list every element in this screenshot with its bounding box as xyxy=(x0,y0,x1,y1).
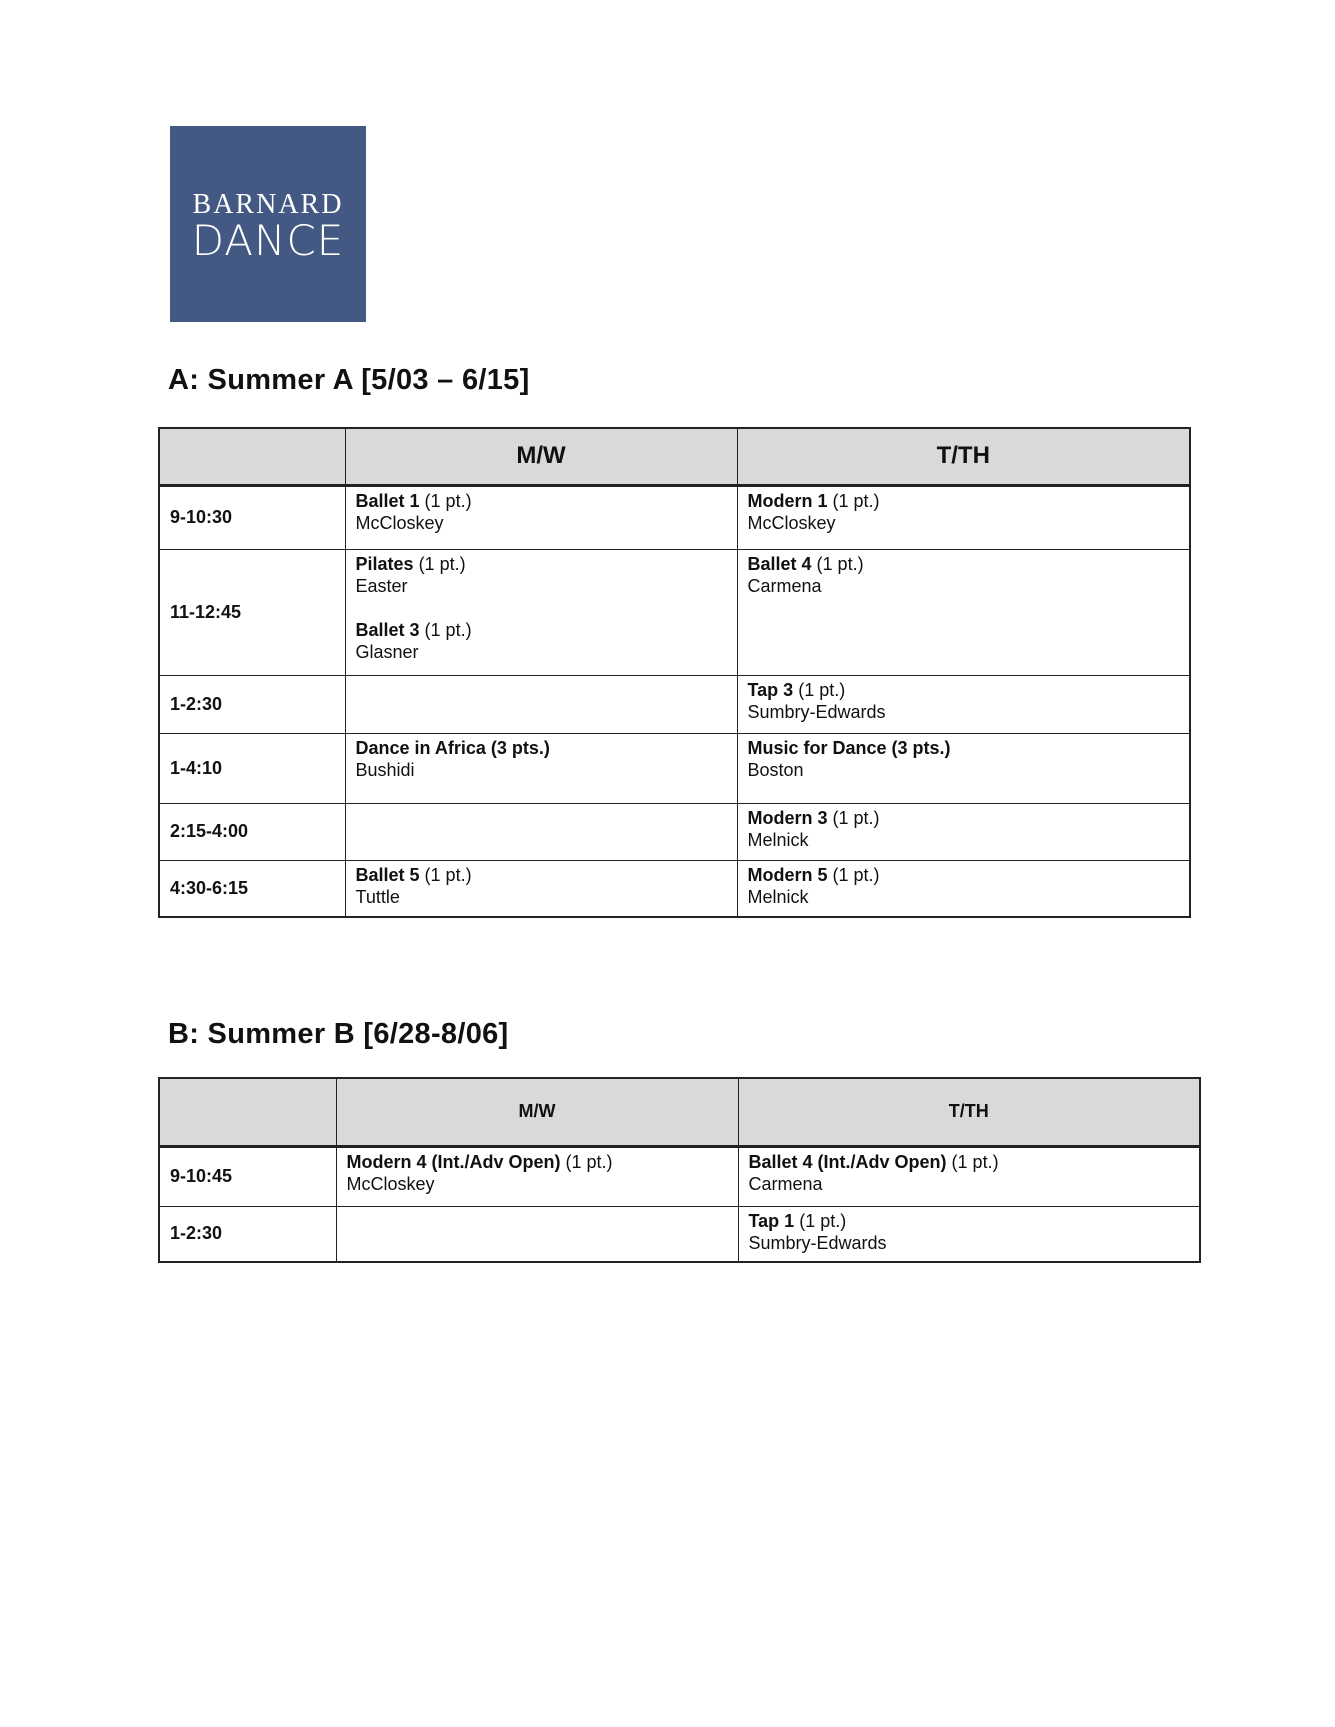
header-tth: T/TH xyxy=(738,1078,1200,1146)
barnard-dance-logo xyxy=(170,126,366,322)
summer-a-schedule-table xyxy=(158,427,1191,918)
section-b-title: B: Summer B [6/28-8/06] xyxy=(168,1018,509,1050)
course-instructor: Carmena xyxy=(747,575,822,596)
cell-mw xyxy=(336,1206,738,1262)
table-row xyxy=(159,549,1190,675)
course-points: (1 pt.) xyxy=(418,553,466,574)
time-slot: 1-2:30 xyxy=(159,675,345,733)
header-tth: T/TH xyxy=(737,428,1190,485)
course-entry xyxy=(356,737,727,781)
course-instructor: Melnick xyxy=(747,829,809,850)
course-points: (1 pt.) xyxy=(816,553,864,574)
cell-mw xyxy=(345,549,737,675)
course-entry xyxy=(356,490,727,534)
course-name: Ballet 4 (Int./Adv Open) xyxy=(748,1151,947,1172)
course-name: Ballet 5 xyxy=(355,864,420,885)
course-instructor: McCloskey xyxy=(747,512,836,533)
course-name: Dance in Africa (3 pts.) xyxy=(355,737,550,758)
course-instructor: Bushidi xyxy=(355,759,415,780)
course-points: (1 pt.) xyxy=(832,490,880,511)
course-name: Tap 3 xyxy=(747,679,794,700)
course-entry xyxy=(347,1151,728,1195)
cell-tth xyxy=(737,860,1190,917)
course-instructor: Melnick xyxy=(747,886,809,907)
course-points: (1 pt.) xyxy=(798,679,846,700)
course-points: (1 pt.) xyxy=(424,864,472,885)
course-points: (1 pt.) xyxy=(424,490,472,511)
course-entry xyxy=(748,807,1180,851)
cell-mw xyxy=(336,1146,738,1206)
header-time xyxy=(159,428,345,485)
course-instructor: McCloskey xyxy=(346,1173,435,1194)
section-a-title: A: Summer A [5/03 – 6/15] xyxy=(168,364,530,396)
course-entry xyxy=(356,864,727,908)
course-points: (1 pt.) xyxy=(565,1151,613,1172)
course-instructor: Sumbry-Edwards xyxy=(747,701,886,722)
cell-tth xyxy=(738,1146,1200,1206)
course-entry xyxy=(748,490,1180,534)
course-instructor: Tuttle xyxy=(355,886,400,907)
time-slot: 9-10:45 xyxy=(159,1146,336,1206)
cell-mw xyxy=(345,733,737,803)
time-slot: 9-10:30 xyxy=(159,485,345,549)
table-row xyxy=(159,860,1190,917)
table-row xyxy=(159,485,1190,549)
header-mw: M/W xyxy=(345,428,737,485)
logo-line-1: BARNARD xyxy=(192,189,344,220)
header-mw: M/W xyxy=(336,1078,738,1146)
course-points: (1 pt.) xyxy=(951,1151,999,1172)
course-instructor: Boston xyxy=(747,759,804,780)
course-name: Modern 4 (Int./Adv Open) xyxy=(346,1151,561,1172)
course-points: (1 pt.) xyxy=(424,619,472,640)
course-name: Modern 1 xyxy=(747,490,828,511)
course-entry xyxy=(356,619,727,663)
course-points: (1 pt.) xyxy=(799,1210,847,1231)
cell-mw xyxy=(345,485,737,549)
course-name: Pilates xyxy=(355,553,414,574)
course-entry xyxy=(356,553,727,597)
course-entry xyxy=(749,1210,1190,1254)
cell-tth xyxy=(737,675,1190,733)
time-slot: 11-12:45 xyxy=(159,549,345,675)
course-name: Modern 5 xyxy=(747,864,828,885)
course-points: (1 pt.) xyxy=(832,807,880,828)
course-entry xyxy=(749,1151,1190,1195)
course-name: Ballet 1 xyxy=(355,490,420,511)
course-points: (1 pt.) xyxy=(832,864,880,885)
table-row xyxy=(159,675,1190,733)
cell-mw xyxy=(345,860,737,917)
cell-tth xyxy=(737,549,1190,675)
header-time xyxy=(159,1078,336,1146)
cell-tth xyxy=(738,1206,1200,1262)
cell-mw xyxy=(345,675,737,733)
course-name: Ballet 4 xyxy=(747,553,812,574)
cell-tth xyxy=(737,485,1190,549)
time-slot: 1-4:10 xyxy=(159,733,345,803)
summer-b-schedule-table xyxy=(158,1077,1201,1263)
table-row xyxy=(159,1206,1200,1262)
table-header-row xyxy=(159,1078,1200,1146)
time-slot: 1-2:30 xyxy=(159,1206,336,1262)
logo-line-2: DANCE xyxy=(191,216,345,265)
course-entry xyxy=(748,679,1180,723)
course-entry xyxy=(748,553,1180,597)
table-header-row xyxy=(159,428,1190,485)
table-row xyxy=(159,1146,1200,1206)
course-entry xyxy=(748,864,1180,908)
course-name: Modern 3 xyxy=(747,807,828,828)
table-row xyxy=(159,733,1190,803)
time-slot: 4:30-6:15 xyxy=(159,860,345,917)
cell-mw xyxy=(345,803,737,860)
course-instructor: Glasner xyxy=(355,641,419,662)
course-entry xyxy=(748,737,1180,781)
course-name: Ballet 3 xyxy=(355,619,420,640)
time-slot: 2:15-4:00 xyxy=(159,803,345,860)
cell-tth xyxy=(737,803,1190,860)
course-instructor: Carmena xyxy=(748,1173,823,1194)
course-instructor: Sumbry-Edwards xyxy=(748,1232,887,1253)
course-instructor: Easter xyxy=(355,575,408,596)
cell-tth xyxy=(737,733,1190,803)
course-name: Music for Dance (3 pts.) xyxy=(747,737,951,758)
table-row xyxy=(159,803,1190,860)
course-name: Tap 1 xyxy=(748,1210,795,1231)
course-instructor: McCloskey xyxy=(355,512,444,533)
